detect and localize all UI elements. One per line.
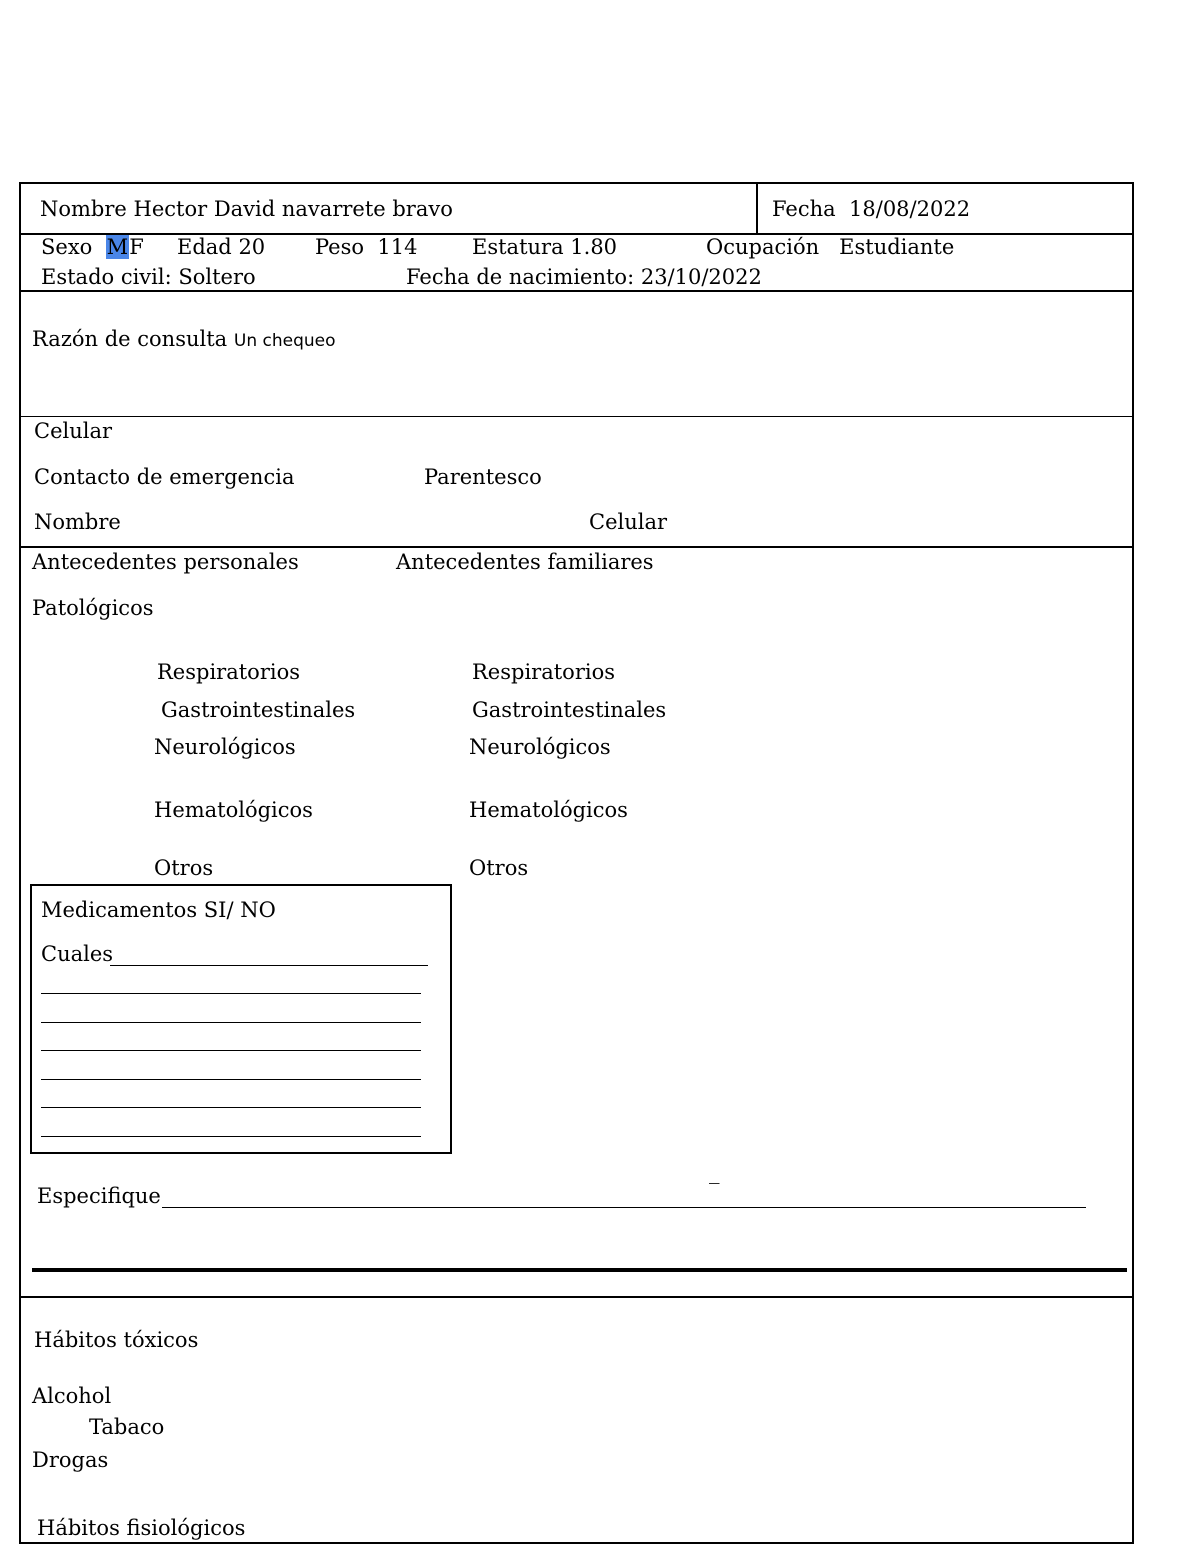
consulta-label: Razón de consulta xyxy=(32,327,228,351)
peso-value: 114 xyxy=(377,235,418,259)
sexo-f-option[interactable]: F xyxy=(129,235,144,259)
edad-field[interactable] xyxy=(177,237,265,258)
peso-label: Peso xyxy=(315,235,365,259)
contacto-nombre-label: Nombre xyxy=(34,510,121,534)
peso-field[interactable] xyxy=(315,237,418,258)
medicamentos-line-5[interactable] xyxy=(41,1107,421,1108)
patologicos-label: Patológicos xyxy=(32,596,154,620)
estatura-label: Estatura xyxy=(472,235,564,259)
fecha-field[interactable] xyxy=(772,199,970,220)
personal-item-otros[interactable]: Otros xyxy=(154,856,214,880)
contacto-celular-label: Celular xyxy=(589,510,668,534)
celular-label: Celular xyxy=(34,419,113,443)
ocupacion-label: Ocupación xyxy=(706,235,820,259)
consulta-field[interactable] xyxy=(32,329,336,350)
nombre-value: Hector David navarrete bravo xyxy=(133,197,453,221)
drogas-label[interactable]: Drogas xyxy=(32,1448,109,1472)
consulta-value: Un chequeo xyxy=(233,331,336,351)
estatura-field[interactable] xyxy=(472,237,617,258)
row-divider-2 xyxy=(19,290,1134,292)
personal-item-hematologicos[interactable]: Hematológicos xyxy=(154,798,313,822)
medicamentos-label[interactable]: Medicamentos SI/ NO xyxy=(41,898,276,922)
nacimiento-label: Fecha de nacimiento: xyxy=(406,265,635,289)
especifique-dash: _ xyxy=(709,1160,720,1184)
fecha-value: 18/08/2022 xyxy=(849,197,971,221)
medicamentos-line-1[interactable] xyxy=(41,993,421,994)
sexo-label: Sexo xyxy=(41,235,93,259)
parentesco-label: Parentesco xyxy=(424,465,542,489)
nombre-field[interactable] xyxy=(40,199,453,220)
cuales-label: Cuales xyxy=(41,942,114,966)
estatura-value: 1.80 xyxy=(570,235,618,259)
nacimiento-value: 23/10/2022 xyxy=(640,265,762,289)
familiar-item-hematologicos[interactable]: Hematológicos xyxy=(469,798,628,822)
thick-divider xyxy=(32,1268,1127,1272)
fecha-label: Fecha xyxy=(772,197,836,221)
medicamentos-box xyxy=(30,884,452,1154)
personal-item-respiratorios[interactable]: Respiratorios xyxy=(157,660,300,684)
familiar-item-respiratorios[interactable]: Respiratorios xyxy=(472,660,615,684)
nombre-label: Nombre xyxy=(40,197,127,221)
personal-item-gastrointestinales[interactable]: Gastrointestinales xyxy=(161,698,356,722)
edad-value: 20 xyxy=(238,235,266,259)
medicamentos-line-3[interactable] xyxy=(41,1050,421,1051)
ocupacion-field[interactable] xyxy=(706,237,954,258)
personal-item-neurologicos[interactable]: Neurológicos xyxy=(154,735,296,759)
antecedentes-personales-label: Antecedentes personales xyxy=(32,550,299,574)
antecedentes-familiares-label: Antecedentes familiares xyxy=(396,550,654,574)
edad-label: Edad xyxy=(177,235,232,259)
estado-civil-label: Estado civil: xyxy=(41,265,172,289)
medicamentos-line-2[interactable] xyxy=(41,1022,421,1023)
especifique-label: Especifique xyxy=(37,1184,161,1208)
alcohol-label[interactable]: Alcohol xyxy=(32,1384,112,1408)
familiar-item-otros[interactable]: Otros xyxy=(469,856,529,880)
sexo-m-option[interactable]: M xyxy=(106,235,129,259)
sexo-field[interactable] xyxy=(41,237,144,258)
medicamentos-line-4[interactable] xyxy=(41,1079,421,1080)
estado-civil-field[interactable] xyxy=(41,267,256,288)
ocupacion-value: Estudiante xyxy=(839,235,955,259)
especifique-line[interactable] xyxy=(162,1207,1086,1208)
header-divider xyxy=(756,182,758,234)
cuales-line[interactable] xyxy=(110,965,428,966)
tabaco-label[interactable]: Tabaco xyxy=(89,1415,165,1439)
emergencia-label: Contacto de emergencia xyxy=(34,465,295,489)
row-divider-3 xyxy=(19,416,1134,417)
familiar-item-gastrointestinales[interactable]: Gastrointestinales xyxy=(472,698,667,722)
nacimiento-field[interactable] xyxy=(406,267,762,288)
row-divider-5 xyxy=(19,1296,1134,1298)
medicamentos-line-6[interactable] xyxy=(41,1136,421,1137)
habitos-fisiologicos-label: Hábitos fisiológicos xyxy=(37,1516,246,1540)
habitos-toxicos-label: Hábitos tóxicos xyxy=(34,1328,199,1352)
estado-civil-value: Soltero xyxy=(178,265,256,289)
row-divider-4 xyxy=(19,546,1134,548)
familiar-item-neurologicos[interactable]: Neurológicos xyxy=(469,735,611,759)
